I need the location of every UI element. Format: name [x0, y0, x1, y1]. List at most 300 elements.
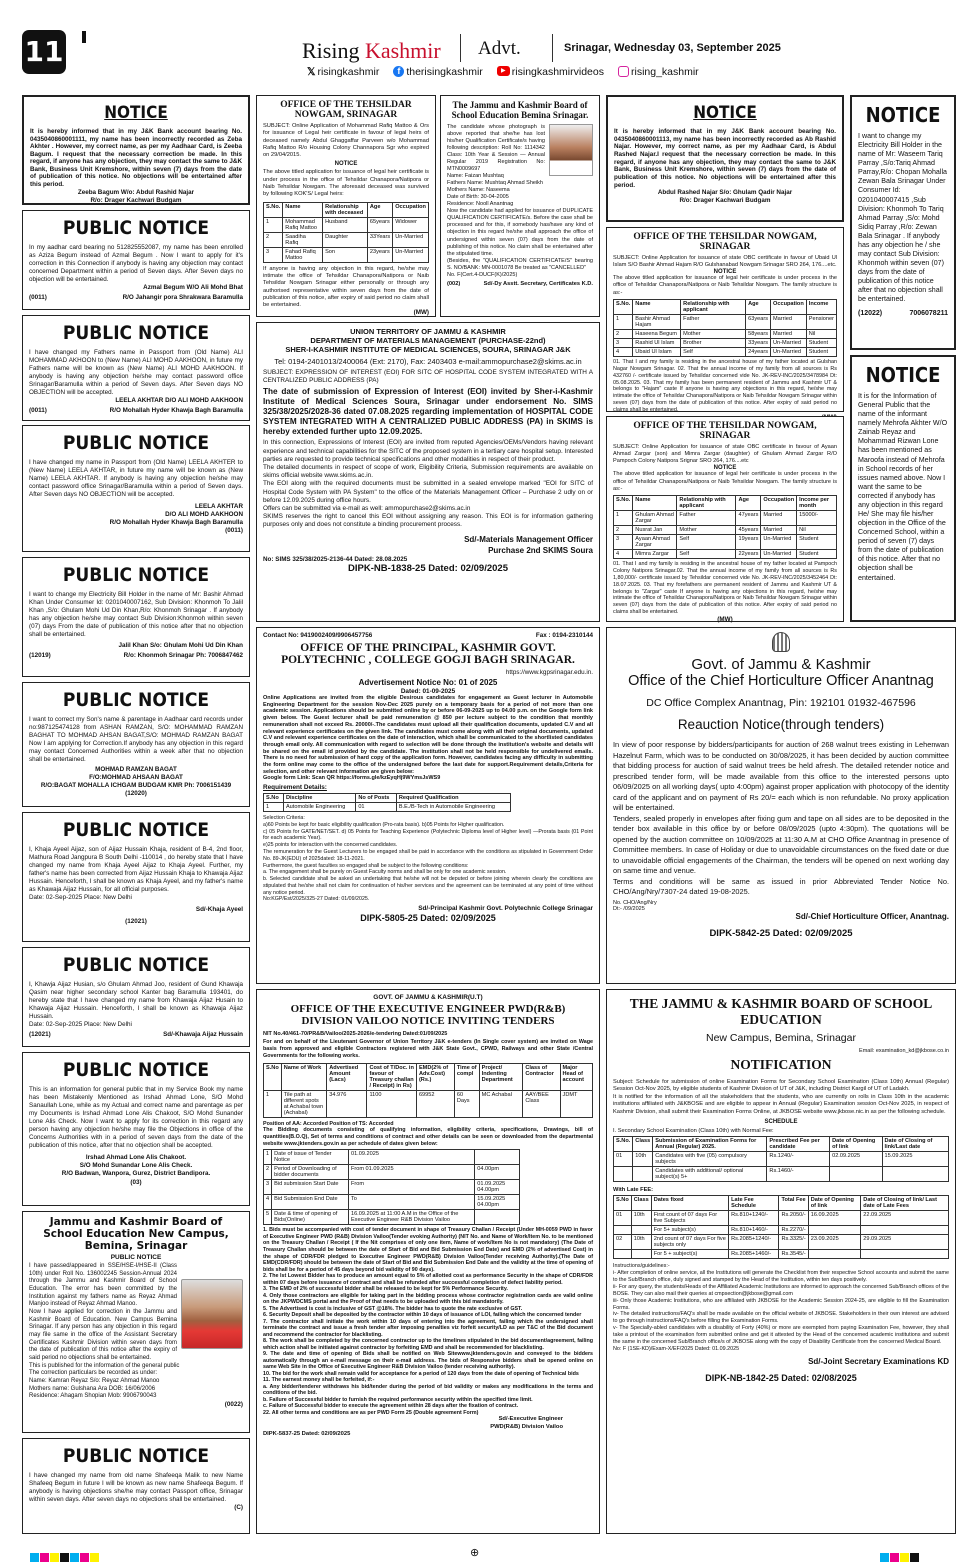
- table-header: Time of compl: [454, 1063, 479, 1090]
- table-header: Prescribed Fee per candidate: [767, 1137, 830, 1152]
- table-cell: [808, 1226, 861, 1235]
- notice-intro: The above titled application for issuance of legal heir certificate is under process in the office of Tehsildar Chanapora/Natipora or Naib Tehsildar Nowgam. The family structure is as:-: [613, 275, 837, 296]
- table-cell: 22years: [736, 549, 761, 558]
- table-cell: 5: [264, 1210, 272, 1225]
- table-cell: First count of 07 days For five Subjects: [651, 1211, 728, 1226]
- table-cell: 2: [614, 525, 633, 534]
- notice-outro: If anyone is having any objection in this regard, he/she may intimate the office of Tehsildar Chanapora/Natipora or Naib Tehsildar Nowgam Srinagar either personally or through any authorised representative within seven days from the date of publication of this notice, after expiry of said period no claim shall be entertained.: [263, 265, 429, 309]
- table-header: S.No.: [614, 1137, 633, 1152]
- table-cell: Married: [761, 510, 797, 525]
- notice-waseem-tariq: [850, 95, 956, 350]
- requirement-table: [263, 793, 511, 812]
- notice-label: NOTICE: [334, 161, 358, 168]
- social-handle[interactable]: therisingkashmir: [406, 66, 483, 78]
- pwd-nit: [256, 989, 600, 1534]
- table-row: [614, 1235, 949, 1250]
- notice-title: NOTICE: [693, 103, 757, 123]
- table-cell: Widower: [393, 217, 429, 232]
- notice-title: OFFICE OF THE TEHSILDAR NOWGAM, SRINAGAR: [633, 421, 817, 441]
- table-cell: Rs.2270/-: [779, 1226, 808, 1235]
- table-header: Occupation: [393, 202, 429, 217]
- table-cell: 04.00pm: [475, 1165, 520, 1180]
- table-cell: Ubaid Ul Islam: [633, 347, 681, 356]
- table-cell: Candidates with additional/ optional subject(s) 5+: [653, 1167, 767, 1182]
- table-cell: Pensioner: [806, 314, 836, 329]
- table-cell: 01: [614, 1211, 632, 1226]
- dipk-number: DIPK-5842-25 Dated: 02/09/2025: [709, 927, 853, 939]
- notice-ref: (12021): [29, 1031, 51, 1039]
- notification-body: Subject: Schedule for submission of online Examination Forms for Secondary School Examination (Class 10th) Annual (Regular) Session Oct-Nov 2025, by eligible students of Kashmir Division of UT of J&K, including District Kargil of UT of Ladakh. It is notified for the information of all the stakeholders that the students, who are currently on rolls in Class 10th in the academic institutions affiliated with J&KBOSE and are eligible to appear in Annual (Regular) Examination session Oct-Nov 2025, in respect of Kashmir Division, shall submit their Examination Forms Online, at JKBOSE website www.jkbose.nic.in as per the following schedule.: [613, 1079, 949, 1115]
- cho-signature: Sd/-Chief Horticulture Officer, Anantnag.: [795, 911, 949, 921]
- color-bar: [880, 1549, 920, 1567]
- normal-fee-label: I. Secondary School Examination (Class 10th) with Normal Fee:: [613, 1128, 774, 1135]
- table-header: No of Posts: [356, 794, 397, 803]
- notice-ref: (002): [447, 280, 461, 287]
- table-cell: From: [348, 1180, 474, 1195]
- table-cell: 10th: [633, 1152, 653, 1167]
- notice-abdul-rashed: [606, 95, 844, 222]
- table-cell: Saadiha Rafiq: [283, 232, 323, 247]
- table-cell: 3: [264, 1180, 272, 1195]
- notice-body: It is hereby informed that in my J&K Bank account bearing No. 0435040860001111, my name has been incorrectly recorded as Zeba Akhter . However, my correct name, as per my Aadhaar Card, is Zeeba Bagum. I request that the necessary correction be made. In this regard, if anyone has any objection, they may contact the same to J&K Bank, Business Unit Kremshore, within seven (7) days from the date of publication of this notice. No objections will be entertained after this period.: [30, 128, 242, 188]
- table-row: [264, 247, 429, 262]
- dipk-number: DIPK-NB-1842-25 Dated: 02/08/2025: [705, 1373, 857, 1384]
- table-header: EMD(2% of Adv.Cost) (Rs.): [416, 1063, 454, 1090]
- instructions: Instructions/guidelines:- i- After completion of online service, all the Institutions will generate the Checklist from their respective School accounts and submit the same to the Sub/Branch office, duly signed and stamped by the Head of the Institution, within ten days positively. ii- For any query, the students/Heads of the Affiliated Academic Institutions are informed to approach the concerned Sub/Branch offices of the BOSE. They can also mail their queries at cmpsection@jkbose@gmail.com iii- Only those Academic Institutions, who are affiliated with JKBOSE for the Academic Session 2024-25, are eligible to fill the Examination Forms. iv- The detailed instructions/FAQ's shall be made available on the official website of JKBOSE. Stakeholders in their own interest are advised to go through instructions/FAQ's before filling the Examination Forms. v- The Specially-abled candidates with a disability of Forty (40%) or more are exempted from paying Examination Fee, however, they shall take a printout of the examination form submitted online and get it attested by the Head of the concerned academic institutions and submit the same in the concerned Sub/Branch office/s of JKBOSE along with the copy of Disability Certificate from the concerned Medical Board. No: F (1SE-KD)/Exam-X/EF/2025 Dated: 01.09.2025: [613, 1263, 949, 1352]
- table-header: S.No: [614, 1196, 632, 1211]
- notice-title: PUBLIC NOTICE: [62, 1445, 210, 1467]
- table-cell: Un-Married: [393, 232, 429, 247]
- position-line: Position of AA: Accorded Position of TS: Accorded: [263, 1120, 394, 1127]
- table-cell: Period of Downloading of bidder documents: [272, 1165, 349, 1180]
- table-header: Age: [746, 299, 771, 314]
- notification-title: NOTIFICATION: [730, 1057, 832, 1073]
- table-cell: JDMT: [560, 1090, 592, 1117]
- table-cell: [861, 1226, 949, 1235]
- fax-number: Fax : 0194-2310144: [535, 632, 593, 639]
- table-cell: 1: [614, 314, 633, 329]
- table-cell: Date & time of opening of Bids(Online): [272, 1210, 349, 1225]
- table-cell: Rs.2085+1240/-: [729, 1235, 779, 1250]
- table-header: S.No.: [614, 299, 633, 314]
- social-handle[interactable]: risingkashmirvideos: [511, 66, 604, 78]
- social-bar: [307, 66, 699, 78]
- ee-signature: Sd/-Executive Engineer PWD(R&B) Division Vailoo: [490, 1416, 563, 1430]
- jkbose-public-notice-kamran: [22, 1211, 250, 1433]
- table-row: [264, 1090, 593, 1117]
- horticulture-reauction: [606, 627, 956, 984]
- notice-label: NOTICE: [713, 269, 737, 276]
- notice-title: Jammu and Kashmir Board of School Education New Campus, Bemina, Srinagar: [43, 1216, 229, 1252]
- table-row: [264, 1195, 520, 1210]
- table-cell: 01: [356, 803, 397, 812]
- schedule-heading: SCHEDULE: [764, 1119, 798, 1126]
- table-header: Class: [631, 1196, 651, 1211]
- table-row: [264, 1150, 520, 1165]
- tender-terms: 1. Bids must be accompanied with cost of tender document in shape of Treasury Challan / Receipt (Under MH-0059 PWD in favor of Executive Engineer PWD (R&B) Division Vailoo(Tender evoking Authority) (NIT No. and Name of Work/Item No. to be mentioned on the Treasury Challan / Receipt ( If the Nit comprises of only one item, Name of work/Item No is not mandatory) (The Date of Treasury Challan should be between the date of Start of Bid and Bid Submission End Date) and EMD (2% of advertised Cost) in the shape of CDR/FDR pledged to Executive Engineer PWD(R&B) Division Vailoo(Tender receiving Authority).(The Date of EMD(CDR/FDR) should be between the date of Start of Bid and Bid Submission End Date and the validity at the time of opening of bids shall be for a period of 45 days beyond bid validity of 90 days). 2. The lst Lowest Bidder has to produce an amount equal to 5% of allotted cost as performance Security in the shape of CDR/FDR within 07 days before issuance of contract and shall be refunded after successful completion of defect liability period. 3. The EMD of 2% of successful bidder shall be released to be kept for 5% Performance Security. 4. Only those contractors are eligible for taking part in the bidding process whose contractor registration cards are valid online on the JKPWDCMS portal and the Proof of that needs to be uploaded with this bid mandatorily. 5. The Advertised is cost is inclusive of GST @18%. The bidder has to quote the rate exclusive of GST. 6. Security Deposit shall be deposited by the contractor within 10 days of issuance of LOI, failing which the concerned tender 7. The contractor shall initiate the work within 10 days of entering into the agreement, failing which the undersigned shall terminate the contract and issue a fresh tender after imposing penalties viz forfeit security/LD as per T&C of the Bid document and recommend the contractor for blacklisting. 8. The work shall be completed by the concerned contractor up to the timelines stipulated in the bid document/agreement, failing which action shall be initiated against contractor by forfeiting EMD and shall be recommended for blacklisting. 9. The date and time of opening of Bids shall be notified on Web Sitewww.jktenders.gov.in and conveyed to the bidders automatically through an e-mail message on their e-mail address. The bids of Responsive bidders shall be opened online on same Web Site in the Office of Executive Engineer R&B Division Vailoo (tender receiving authority). 10. The bid for the work shall remain valid for acceptance for a period of 120 days from the date of opening of Technical bids 11. The earnest money shall be forfeited, if:- a. Any bidder/tenderer withdraws his bid/tender during the period of bid validity or makes any modifications in the terms and conditions of the bid. b. Failure of Successful bidder to furnish the required performance security within the specified time limit. c. Failure of Successful bidder to execute the agreement within 28 days after the fixation of contract. 22. All other terms and conditions are as per PWD Form 25 (Double agreement Form): [263, 1227, 593, 1416]
- table-cell: 16.09.2025 at 11:00 A.M in the Office of the Executive Engineer R&B Division Vailoo: [348, 1210, 474, 1225]
- table-cell: [614, 1250, 632, 1259]
- table-row: [264, 217, 429, 232]
- table-cell: Nil: [806, 329, 836, 338]
- table-cell: Candidates with five (05) compulsory subjects: [653, 1152, 767, 1167]
- table-header: Discipline: [283, 794, 355, 803]
- table-header: S.No: [264, 1063, 282, 1090]
- table-cell: [631, 1226, 651, 1235]
- table-row: [614, 338, 837, 347]
- table-cell: Bid Submission End Date: [272, 1195, 349, 1210]
- table-cell: 1: [264, 803, 284, 812]
- office-title: OFFICE OF THE PRINCIPAL, KASHMIR GOVT. POLYTECHNIC , COLLEGE GOGJI BAGH SRINAGAR.: [281, 642, 575, 666]
- advt-label: Advt.: [478, 38, 521, 59]
- notice-body: I want to change my Electricity Bill Holder in the name of Mr: Bashir Ahmad Khan Under Consumer Id: 0201040007162, Sub Division: Khonmoh To Jalil Khan ,S/o: Ghulam Mohi Ud Din Khan,R/o: Khonmoh Srinagar . If anybody has any objection he/she may contact Sub Division:Khonmoh within seven (07) days From the date of publication of this notice after that no objection shall be entertained.: [29, 591, 243, 639]
- notice-body: I want to change my Electricity Bill Holder in the name of Mr: Waseem Tariq Parray ,S/o:Tariq Ahmad Parray,R/o: Chopan Mohalla Zewan Bala Srinagar Under Consumer Id: 0201040007415 ,Sub Division: Khonmoh To Tariq Ahmad Parray ,S/o: Mohd Sidiq Parray ,R/o: Zewan Bala Srinagar . If anybody has any objection he / she may contact Sub Division: Khonmoh within seven (07) days from the date of publication of this notice after that no objection shall be entertained.: [858, 132, 947, 304]
- notice-ref: (12021): [125, 918, 147, 926]
- public-notice-khaja-ayeel: [22, 812, 250, 942]
- eoi-number: No: SIMS 325/38/2025-2136-44 Dated: 28.08.2025: [263, 555, 408, 563]
- table-cell: 2nd count of 07 days For five subjects only: [651, 1235, 728, 1250]
- table-cell: Student: [806, 338, 836, 347]
- table-cell: 33Years: [367, 232, 392, 247]
- bidding-info: The Bidding documents consisting of qualifying information, eligibility criteria, specifications, Drawings, bill of quantities(B.O.Q), Set of terms and conditions of contract and other details can be seen or downloaded from the departmental website www.jktenders.gov.in as per schedule of dates given below:: [263, 1126, 593, 1147]
- table-header: S.No: [264, 794, 284, 803]
- schedule-table: [263, 1149, 520, 1225]
- tehsildar-notice-legal-heir: [256, 95, 436, 317]
- table-cell: Ayaan Ahmad Zargar: [633, 534, 677, 549]
- notice-body: I want to correct my Son's name & parentage in Aadhaar card records under no:987125474128 from ASHAN RAMZAN, S/O: MOHAMMAD RAMZAN BAGHAT TO MOHMAD AHSAN BAGAT,S/O: MOHMAD RAMZAN BAGAT Now I am applying for Correction.If anybody has any objection in this regard may contact Concerned Authorities within a week after that no objection shall be entertained.: [29, 716, 243, 764]
- jkbose-duplicate-certificate: [440, 95, 600, 317]
- table-cell: 1: [264, 1090, 282, 1117]
- reauction-body: In view of poor response by bidders/participants for auction of 268 walnut trees existing in Lehenwan Hazelnut Farm, which was to be conducted on 30/08/2025, it has been decided by auction committee that bidding process for auction of said walnut trees be held afresh. The detailed retender notice and prescribed tender form, will be made available from this office to the interested persons upto 06/09/2025 on all working days( upto 4:00pm) against proper application with photocopy of the identity card of the applicant and on payment of Rs 20/= each which is non refundable. No proxy application will be entertained. Tenders, sealed properly in envelopes after fixing gum and tape on all sides are to be deposited in the tender box available in this office by or before 08/09/2025 (upto 4:30pm). The quotations will be opened by the auction committee on 10/09/2025 at 11:30 A.M at CHO Office Anantnag in presence of Committee members. In case of Holiday or due to unavoidable circumstances on the fixed date or due to unavoidable official engagements of the Chairman, the tenders will be opened on next working day on same time and venue. Terms and conditions will be same as issued in prior Abbreviated Tender Notice No. CHO/Ang/Nry/7307-24 dated 19-08-2025.: [613, 740, 949, 897]
- table-cell: Mother: [677, 525, 736, 534]
- table-cell: 47years: [736, 510, 761, 525]
- notice-number: Advertisement Notice No: 01 of 2025: [358, 678, 498, 688]
- late-fee-table: [613, 1195, 949, 1259]
- notice-title: PUBLIC NOTICE: [62, 1059, 210, 1081]
- notice-ref: (MW): [717, 616, 733, 624]
- table-cell: B.E./B-Tech in Automobile Engineering: [396, 803, 510, 812]
- table-cell: Self: [677, 534, 736, 549]
- table-cell: MC Achabal: [479, 1090, 523, 1117]
- table-header: Date of Closing of link/Last date: [882, 1137, 948, 1152]
- table-header: Class of Contractor: [523, 1063, 560, 1090]
- notice-phone: 7006078211: [909, 310, 948, 318]
- table-cell: Rs.810+1460/-: [729, 1226, 779, 1235]
- table-cell: Mohammad Rafiq Mattoo: [283, 217, 323, 232]
- family-table: [613, 495, 837, 559]
- notice-body: It is for the Information of General Public that the name of the informant namely Mehrofa Akhter W/O Zainab Reyaz and Mohammad Rizwan Lone has been mentioned as Maroofa instead of Mehrofa in School records of her issues named above. Now I want the same to be corrected if anybody has any objection in this regard He/ She may file his/her objection in the Office of the Concerned School, within a period of seven (7) days from the date of publication of this notice. After that no objection shall be entertained.: [858, 392, 948, 582]
- table-cell: Automobile Engineering: [283, 803, 355, 812]
- candidate-photo: [549, 124, 593, 176]
- table-row: [264, 1210, 520, 1225]
- table-header: Required Qualification: [396, 794, 510, 803]
- eoi-extension: The date of submission of Expression of Interest (EOI) invited by Sher-i-Kashmir Institute of Medical Sciences Soura, Srinagar under endorsement No. SIMS 325/38/2025/2028-36 dated 07.08.2025 regarding implementation of HOSPITAL CODE SYSTEM INTEGRATED WITH A CENTRALIZED PUBLIC ADDRESS (PA) in SKIMS is hereby extended further upto 12.09.2025.: [263, 387, 593, 437]
- table-cell: 15.09.2025: [882, 1152, 948, 1167]
- table-cell: 01.09.2025: [348, 1150, 474, 1165]
- table-row: [264, 1180, 520, 1195]
- table-cell: 65years: [367, 217, 392, 232]
- notice-signature: Azmal Begum W/O Ali Mohd Bhat: [143, 284, 243, 292]
- dipk-number: DIPK-5837-25 Dated: 02/09/2025: [263, 1431, 351, 1438]
- notice-ref: (0011): [29, 407, 47, 415]
- table-cell: 19years: [736, 534, 761, 549]
- notice-body: I, Khaja Ayeel Aijaz, son of Aijaz Hussain Khaja, resident of B-4, 2nd floor, Mathura Road Jangpura B South Delhi -110014 , do hereby state that I have changed my name from Khaja Ayeel Aijaz to Khaja Ayeel. Further, my father's name has been corrected from Aijaz Hussain Khaja to Khawaja Aijaz Hussain. Henceforth, I shall be known as Khaja Ayeel, and my father's name as Khawaja Aijaz Hussain, for all official purposes. Date: 02-Sep-2025 Place: New Delhi: [29, 846, 243, 902]
- table-cell: Un-Married: [393, 247, 429, 262]
- table-header: Date of Closing of link/ Last date of Late Fees: [861, 1196, 949, 1211]
- notice-signature: Irshad Ahmad Lone Alis Chakoot. S/O Mohd Sunandar Lone Alis Check. R/O Badwan, Wanpora, Gurez, District Bandipora. (03): [61, 1154, 211, 1186]
- table-cell: [614, 1167, 633, 1182]
- board-name: THE JAMMU & KASHMIR BOARD OF SCHOOL EDUCATION: [629, 996, 933, 1027]
- normal-fee-table: [613, 1136, 949, 1182]
- notice-label: NOTICE: [713, 465, 737, 472]
- table-cell: [475, 1210, 520, 1225]
- notice-title: PUBLIC NOTICE: [62, 564, 210, 586]
- table-header: Date of Opening of link: [808, 1196, 861, 1211]
- table-header: Name: [283, 202, 323, 217]
- notice-signature: Zeeba Bagum W/o: Abdul Rashid Najar R/o: Drager Kachwari Budgam: [77, 189, 195, 205]
- notice-signature: Sd/-Khaja Ayeel: [195, 906, 243, 914]
- table-cell: Mimra Zargar: [633, 549, 677, 558]
- reauction-title: Reauction Notice(through tenders): [677, 717, 885, 732]
- table-cell: Student: [806, 347, 836, 356]
- office-line: Office of the Chief Horticulture Officer Anantnag: [628, 673, 934, 689]
- table-row: [614, 314, 837, 329]
- page-header: [22, 30, 957, 82]
- notice-body: The candidate whose photograph is above reported that she/he has lost his/her Qualification Certificate/s having following description: Roll No: 1114342 Class: 10th Year & Session — Annual Regular 2019 Registration No: MTN0009697 Name: Faizan Mushtaq Fathers Name: Mushtaq Ahmad Sheikh Mothers Name: Naseema Date of Birth: 30-04-2005 Residence: Nooll Anantnag Now the candidate had applied for issuance of DUPLICATE QUALIFICATION CERTIFICATE/s. Before the case shall be processed and for this, if somebody has/have any kind of objection in this regard he/she shall approach the office of undersigned within seven (07) days from the date of publishing of this notice. No claim shall be entertained after the stipulated time. (Besides, the "QUALIFICATION CERTIFICATE/S" bearing S. NO/BANK: MN-0001078 Be treated as "CANCELLED" No. F(Cert.4-DUCF(K)/2025): [447, 124, 593, 278]
- public-notice-shafeeqa: [22, 1438, 250, 1534]
- table-row: [264, 803, 511, 812]
- notice-intro: The above titled application for issuance of legal heir certificate is under process in the office of Tehsildar Chanapora/Natipora or Naib Tehsildar Nowgam. The aforesaid deceased was survived by following KOK'S/ Legal heirs:: [263, 169, 429, 198]
- notice-body: I have changed my name from old name Shafeeqa Malik to new Name Shafeeq Begum in future I will be known as new name Shafeeqa Begum. If anybody is having objections she/he may contact Passport office, Srinagar within seven days. After seven days no objections shall be entertained.: [29, 1472, 243, 1504]
- eoi-subject: SUBJECT: EXPRESSION OF INTEREST (EOI) FOR SITC OF HOSPITAL CODE SYSTEM INTEGRATED WITH A CENTRALIZED PUBLIC ADDRESS (PA): [263, 369, 593, 385]
- notice-title: PUBLIC NOTICE: [62, 954, 210, 976]
- institute-line: SHER-I-KASHMIR INSTITUTE OF MEDICAL SCIENCES, SOURA, SRINAGAR J&K: [285, 345, 571, 354]
- public-notice-jalil-khan: [22, 557, 250, 677]
- notice-body: This is an information for general public that in my Service Book my name has been Mistakenly Mentioned as Irshad Ahmad Lone, S/O Mohd Sanaullah Lone, while as my Actual and correct name and parentage as per my Documents is Irshad Ahmad Lone Alis Chakoot, S/O Mohd Sunander Lone Alis Check. Now I want to apply for its correction in this regard any person having any objection he/she may file the Objections in office of the Concerns Authorities with in a period of seven days from the date of the publication of this notice, after that no objection shall be accepted.: [29, 1086, 243, 1150]
- table-cell: Married: [771, 314, 807, 329]
- notice-body: It is hereby informed that in my J&K Bank account bearing No. 0435040860001113, my name has been incorrectly recorded as Ab Rashid Najar. However, my correct name, as per my Aadhaar Card, is Abdul Rashed Najar.I request that the necessary correction be made. In this regard, if anyone has any objection, they may contact the same to J&K Bank, Business Unit Kremshore, within seven (7) days from the date of publication of this notice. No objections will be entertained after this period.: [614, 128, 836, 189]
- notice-ref: (0022): [224, 1401, 243, 1409]
- notice-ref: (12022): [858, 310, 883, 318]
- table-cell: 3: [614, 534, 633, 549]
- table-cell: Father: [681, 314, 746, 329]
- table-cell: Student: [797, 534, 837, 549]
- table-cell: 02: [614, 1235, 632, 1250]
- table-cell: Rashid Ul Islam: [633, 338, 681, 347]
- table-cell: 10th: [631, 1211, 651, 1226]
- table-header: Date of Opening of link: [830, 1137, 882, 1152]
- table-header: Name: [633, 495, 677, 510]
- table-header: Submission of Examination Forms for Annual (Regular) 2025.: [653, 1137, 767, 1152]
- table-cell: 69952: [416, 1090, 454, 1117]
- table-cell: 15.09.2025 04.00pm: [475, 1195, 520, 1210]
- table-cell: 1: [264, 1150, 272, 1165]
- heirs-table: [263, 202, 429, 263]
- table-cell: 2: [264, 1165, 272, 1180]
- table-cell: [808, 1250, 861, 1259]
- notice-intro: The above titled application for issuance of legal heir certificate is under process in the office of Tehsildar Chanapora/Natipora or Naib Tehsildar Nowgam. The family structure is as:-: [613, 471, 837, 492]
- eoi-signature: Sd/-Materials Management Officer Purchase 2nd SKIMS Soura: [464, 535, 593, 555]
- js-signature: Sd/-Joint Secretary Examinations KD: [808, 1356, 949, 1366]
- notice-signature: Sd/-Khawaja Aijaz Hussain: [163, 1031, 243, 1039]
- ut-line: UNION TERRITORY OF JAMMU & KASHMIR: [350, 327, 506, 336]
- table-cell: [631, 1250, 651, 1259]
- late-fee-label: With Late FEE:: [613, 1187, 654, 1194]
- polytechnic-advertisement: [256, 627, 600, 984]
- color-bar: [82, 30, 87, 48]
- table-cell: 4: [614, 549, 633, 558]
- table-cell: From 01.09.2025: [348, 1165, 474, 1180]
- principal-signature: Sd/-Principal Kashmir Govt. Polytechnic College Srinagar: [418, 905, 593, 913]
- public-notice-azmal: [22, 210, 250, 310]
- jkbose-notification: [606, 989, 956, 1534]
- emblem-icon: [772, 632, 790, 652]
- notice-title: NOTICE: [104, 103, 168, 123]
- table-cell: 01: [614, 1152, 633, 1167]
- notice-title: NOTICE: [865, 103, 941, 127]
- table-header: Occupation: [761, 495, 797, 510]
- instagram-icon: [618, 66, 629, 77]
- notice-title: The Jammu and Kashmir Board of School Education Bemina Srinagar.: [451, 100, 589, 120]
- table-cell: 45years: [736, 525, 761, 534]
- table-cell: Student: [797, 549, 837, 558]
- table-cell: 58years: [746, 329, 771, 338]
- address-line: DC Office Complex Anantnag, Pin: 192101 01932-467596: [646, 697, 916, 709]
- table-header: Age: [736, 495, 761, 510]
- table-cell: 02.09.2025: [830, 1152, 882, 1167]
- office-title: OFFICE OF THE EXECUTIVE ENGINEER PWD(R&B) DIVISION VAILOO NOTICE INVITING TENDERS: [290, 1003, 566, 1027]
- table-cell: [861, 1250, 949, 1259]
- notice-address: R/o: Khonmoh Srinagar Ph: 7006847462: [123, 652, 243, 660]
- table-cell: 23.09.2025: [808, 1235, 861, 1250]
- public-notice-ali-mohd: [22, 315, 250, 421]
- notice-signature: Sd/-Dy Asstt. Secretary, Certificates K.D.: [483, 280, 593, 287]
- table-header: Name of Work: [281, 1063, 327, 1090]
- notice-signature: Jalil Khan S/o: Ghulam Mohi Ud Din Khan: [118, 642, 243, 650]
- notice-title: PUBLIC NOTICE: [62, 819, 210, 841]
- family-table: [613, 299, 837, 357]
- table-header: Occupation: [771, 299, 807, 314]
- table-row: [614, 1167, 949, 1182]
- public-notice-irshad: [22, 1052, 250, 1206]
- tehsildar-notice-obc-ayaan: [606, 416, 844, 622]
- notice-body: I have passed/appeared in SSE/HSE-I/HSE-II (Class 10th) under Roll No. 136002245 Session-Annual 2024 through the Jammu and Kashmir Board of School Education. The error has been committed by the Institution against my fathers name as Reyaz Ahmad Manjoo instead of Reyaz Ahmad Manoo. Now I have applied for correction in the Jammu and Kashmir Board of Education. New Campus Bemina Srinagar. If any person has any objection in this regard may file same in the office of the Assistant Secretary Certificates Kashmir Division within seven days from the date of publication of this notice after the expiry of said period no objections shall be entertained. This is published for the information of the general public The correction particulars be recorded as under: Name: Kamran Reyaz S/o: Reyaz Ahmad Manoo Mothers name: Gulshana Ara DOB: 16/06/2006 Residence: Ahagam Shopian Mob: 9906790043: [29, 1263, 180, 1400]
- notice-address: R/O Mohallah Hyder Khawja Bagh Baramulla: [109, 407, 243, 415]
- table-cell: Rs.1240/-: [767, 1152, 830, 1167]
- table-row: [614, 329, 837, 338]
- board-address: New Campus, Bemina, Srinagar: [706, 1032, 856, 1044]
- table-cell: 23years: [367, 247, 392, 262]
- registration-mark: ⊕: [470, 1547, 480, 1559]
- table-row: [614, 1211, 949, 1226]
- table-row: [264, 232, 429, 247]
- table-cell: Nusrat Jan: [633, 525, 677, 534]
- table-cell: 24years: [746, 347, 771, 356]
- notice-signature: Abdul Rashed Najar S/o: Ghulam Qadir Najar R/o: Drager Kachwari Budgam: [657, 189, 793, 205]
- notice-ref: (MW): [413, 309, 429, 317]
- color-bar: [30, 1549, 100, 1567]
- notice-title: PUBLIC NOTICE: [62, 689, 210, 711]
- dipk-number: DIPK-NB-1838-25 Dated: 02/09/2025: [348, 562, 508, 574]
- table-row: [614, 525, 837, 534]
- table-cell: Mother: [681, 329, 746, 338]
- table-cell: Bashir Ahmad Hajam: [633, 314, 681, 329]
- table-header: Relationship with applicant: [677, 495, 736, 510]
- table-cell: Rs.3325/-: [779, 1235, 808, 1250]
- table-header: Class: [633, 1137, 653, 1152]
- table-cell: Married: [771, 329, 807, 338]
- notice-subject: SUBJECT: Online Application of Mohammad Rafiq Mattoo & Ors for issuance of Legal heir certificate in favour of legal heirs of deceased namely Abdul Ghaggaffar Parveen w/o Mohammad Rafiq Mattoo R/o Housing Colony Channapora Sgr who expired on 29/04/2015.: [263, 123, 429, 159]
- notice-ref: (12019): [29, 652, 51, 660]
- notice-address: R/O Jahangir pora Shrakwara Baramulla: [122, 294, 243, 302]
- table-header: Name: [633, 299, 681, 314]
- social-handle[interactable]: rising_kashmir: [630, 66, 699, 78]
- tehsildar-notice-obc-ubaid: [606, 227, 844, 412]
- notice-subtitle: PUBLIC NOTICE: [110, 1254, 162, 1261]
- masthead-logo: Rising Kashmir: [302, 38, 441, 63]
- youtube-icon: ▶: [497, 66, 510, 76]
- table-cell: Tile path at different spots at Achabal town (Achabal): [281, 1090, 327, 1117]
- table-cell: 3: [264, 247, 283, 262]
- table-cell: [614, 1226, 632, 1235]
- table-cell: 4: [614, 347, 633, 356]
- table-cell: Ghulam Ahmad Zargar: [633, 510, 677, 525]
- table-cell: 1: [264, 217, 283, 232]
- table-cell: 29.09.2025: [861, 1235, 949, 1250]
- table-cell: 4: [264, 1195, 272, 1210]
- table-cell: 63years: [746, 314, 771, 329]
- table-row: [614, 1250, 949, 1259]
- table-cell: For 5 + subject(s): [651, 1250, 728, 1259]
- facebook-icon: f: [393, 66, 404, 77]
- notice-mehrofa: [850, 355, 956, 622]
- table-header: S.No.: [264, 202, 283, 217]
- issue-date: Srinagar, Wednesday 03, September 2025: [564, 42, 781, 54]
- table-cell: [633, 1167, 653, 1182]
- notice-ref: (C): [234, 1504, 243, 1512]
- table-cell: Brother: [681, 338, 746, 347]
- table-cell: 1100: [367, 1090, 416, 1117]
- table-cell: 3: [614, 338, 633, 347]
- public-notice-khawaja-aijaz: [22, 947, 250, 1047]
- website-link[interactable]: https://www.kgpsrinagar.edu.in.: [505, 669, 593, 676]
- table-row: [614, 1152, 949, 1167]
- table-cell: [475, 1150, 520, 1165]
- table-cell: Son: [323, 247, 368, 262]
- table-cell: Haseena Begum: [633, 329, 681, 338]
- table-cell: Self: [677, 549, 736, 558]
- table-header: Late Fee Schedule: [729, 1196, 779, 1211]
- gov-line: Govt. of Jammu & Kashmir: [691, 656, 871, 673]
- board-email[interactable]: Email: examination_kd@jkbose.co.in: [859, 1048, 949, 1054]
- notice-title: PUBLIC NOTICE: [62, 217, 210, 239]
- table-header: Income per month: [797, 495, 837, 510]
- table-cell: Husband: [323, 217, 368, 232]
- table-cell: Rs.2050/-: [779, 1211, 808, 1226]
- table-cell: Bid submission Start Date: [272, 1180, 349, 1195]
- table-cell: Rs.810+1240/-: [729, 1211, 779, 1226]
- x-icon: 𝕏: [307, 66, 316, 78]
- eoi-body: In this connection, Expressions of Interest (EOI) are invited from reputed Agencies/OEMs/Vendors having relevant experience and technical capabilities for the SITC of the proposed system in a tertiary care hospital setup. Interested parties are requested to provide technical specifications and other modalities in respect of their product. The detailed documents in respect of scope of work, Eligibility Criteria, Submission requirements are available on skims official website www.skims.ac.in. The EOI along with the required documents must be submitted in a sealed envelope marked "EOI for SITC of Hospital Code System with PA System" to the office of the Materials Management Officer – Purchase 2 udly on or before 12.09.2025 during office hours. Offers can be submitted via e-mail as well: ammopurchase2@skims.ac.in SKIMS reserves the right to cancel this EOI without assigning any reason. This EOI is for information gathering purposes only and does not constitute a binding procurement process.: [263, 439, 593, 529]
- table-header: Relationship with applicant: [681, 299, 746, 314]
- notice-body: In my aadhar card bearing no 512825552087, my name has been enrolled as Aziza Begum instead of Azmal Begum . Now I want to apply for it's correction in this Connection if anybody is having any objection may contact concerned Department within a period of Seven days. After Seven days no objection will be entertained.: [29, 244, 243, 284]
- table-row: [614, 347, 837, 356]
- table-row: [614, 534, 837, 549]
- social-handle[interactable]: risingkashmir: [317, 66, 380, 78]
- selection-criteria: Selection Criteria: a)60 Points be kept for basic eligibility qualification (Pro-rata basis). b)05 Points for Higher qualification. c) 05 Points for GATE/NET/SET. d) 05 Points for Teaching Experience (Polytechnic Diploma level of Higher level) —Prorata basis (01 Point for each academic Year). e)25 points for interaction with the concerned candidates. The remuneration for the Guest Lecturers to be engaged shall be paid in accordance with the conditions as stipulated in Government Order No. 89-JK(EDU) of 2025dated: 18-11-2021. Furthermore, the guest faculties so engaged shall be subject to the following conditions: a. The engagement shall be purely on Guest Faculty norms and shall be only for one academic session. b. Selected candidate shall be asked an undertaking that he/she will not be deputed or before joining wherein clearly the conditions are stipulated that he/she shall not claim for continuation of his/her services and the agreement can be terminated at any point of time without any notice period. No:KGP/Est/2025/325-27 Dated: 01/09/2025.: [263, 815, 593, 903]
- table-cell: Married: [761, 525, 797, 534]
- notice-outro: 01. That I and my family is residing in the ancestral house of my father located at Pampoch Colony Natipora Srinagar.02. That the annual income of my family from all sources is Rs 1,80,000/- certificate issued by Tehsildar concerned vide No. JK-REV-INC/2025/3452464 Dt: 18.07.2025. 03. That my forefathers are permanent resident of Jammu and Kashmir UT & belongs to "Zargar" caste If anyone is having any objections in this regard, he/she may intimate the office of Tehsildar Chanapora/Natipora or Naib Tehsildar Nowgam Srinagar within seven (07) days from the date of publication of this notice. After expiry of said period no claims shall be entertained.: [613, 560, 837, 616]
